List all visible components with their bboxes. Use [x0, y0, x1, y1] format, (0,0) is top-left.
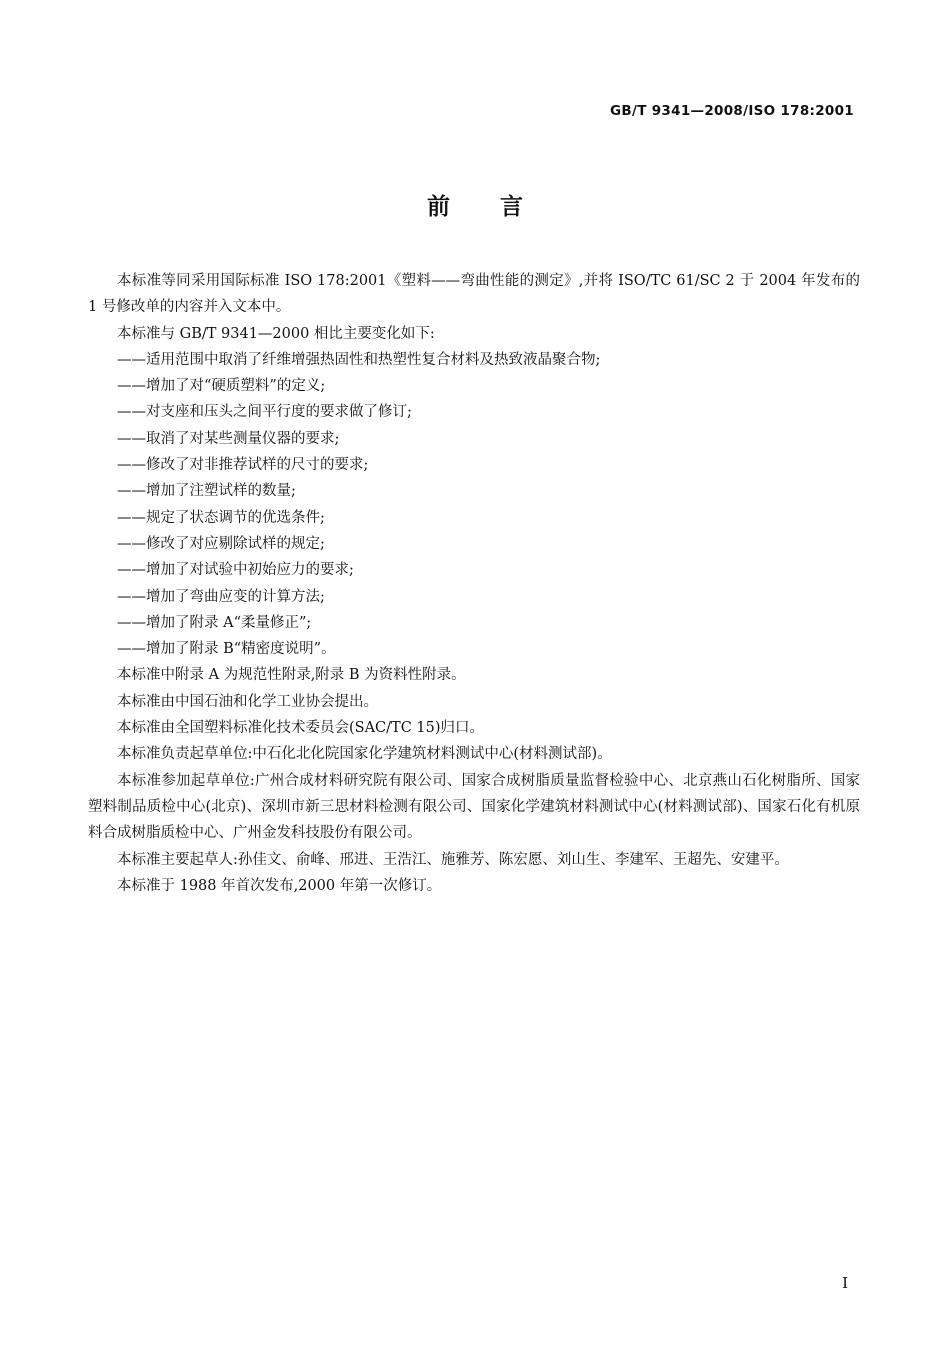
annex-statement: 本标准中附录 A 为规范性附录,附录 B 为资料性附录。 — [117, 667, 466, 684]
participant-drafters-statement: 本标准参加起草单位:广州合成材料研究院有限公司、国家合成树脂质量监督检验中心、北京燕山石化树脂所、国家塑料制品质检中心(北京)、深圳市新三思材料检测有限公司、国家化学建筑材料测试中心(材料测试部)、国家石化有机原料合成树脂质检中心、广州金发科技股份有限公司。 — [88, 772, 860, 842]
list-item: ——增加了附录 A“柔量修正”; — [117, 614, 312, 631]
list-item: ——修改了对非推荐试样的尺寸的要求; — [117, 457, 369, 474]
page-title: 前言 — [427, 194, 573, 220]
document-body — [88, 268, 860, 899]
list-item: ——增加了弯曲应变的计算方法; — [117, 588, 325, 605]
list-item: ——增加了对试验中初始应力的要求; — [117, 562, 354, 579]
list-item: ——对支座和压头之间平行度的要求做了修订; — [117, 404, 412, 421]
history-statement: 本标准于 1988 年首次发布,2000 年第一次修订。 — [117, 877, 442, 894]
standard-code: GB/T 9341—2008/ISO 178:2001 — [610, 103, 854, 119]
list-item: ——修改了对应剔除试样的规定; — [117, 535, 325, 552]
committee-statement: 本标准由全国塑料标准化技术委员会(SAC/TC 15)归口。 — [117, 720, 485, 737]
changes-list — [88, 347, 860, 663]
list-item: ——增加了注塑试样的数量; — [117, 483, 296, 500]
list-item: ——增加了对“硬质塑料”的定义; — [117, 378, 326, 395]
lead-drafter-statement: 本标准负责起草单位:中石化北化院国家化学建筑材料测试中心(材料测试部)。 — [117, 746, 612, 763]
list-item: ——取消了对某些测量仪器的要求; — [117, 430, 340, 447]
page-number: I — [842, 1274, 848, 1292]
proposer-statement: 本标准由中国石油和化学工业协会提出。 — [117, 693, 378, 710]
intro-paragraph: 本标准等同采用国际标准 ISO 178:2001《塑料——弯曲性能的测定》,并将 ISO/TC 61/SC 2 于 2004 年发布的 1 号修改单的内容并入文本中。 — [88, 273, 860, 316]
main-authors-statement: 本标准主要起草人:孙佳文、俞峰、邢进、王浩江、施雅芳、陈宏愿、刘山生、李建军、王超先、安建平。 — [117, 851, 789, 868]
list-item: ——规定了状态调节的优选条件; — [117, 509, 325, 526]
list-item: ——适用范围中取消了纤维增强热固性和热塑性复合材料及热致液晶聚合物; — [117, 351, 601, 368]
list-item: ——增加了附录 B“精密度说明”。 — [117, 641, 336, 658]
changes-lead: 本标准与 GB/T 9341—2000 相比主要变化如下: — [117, 325, 435, 342]
